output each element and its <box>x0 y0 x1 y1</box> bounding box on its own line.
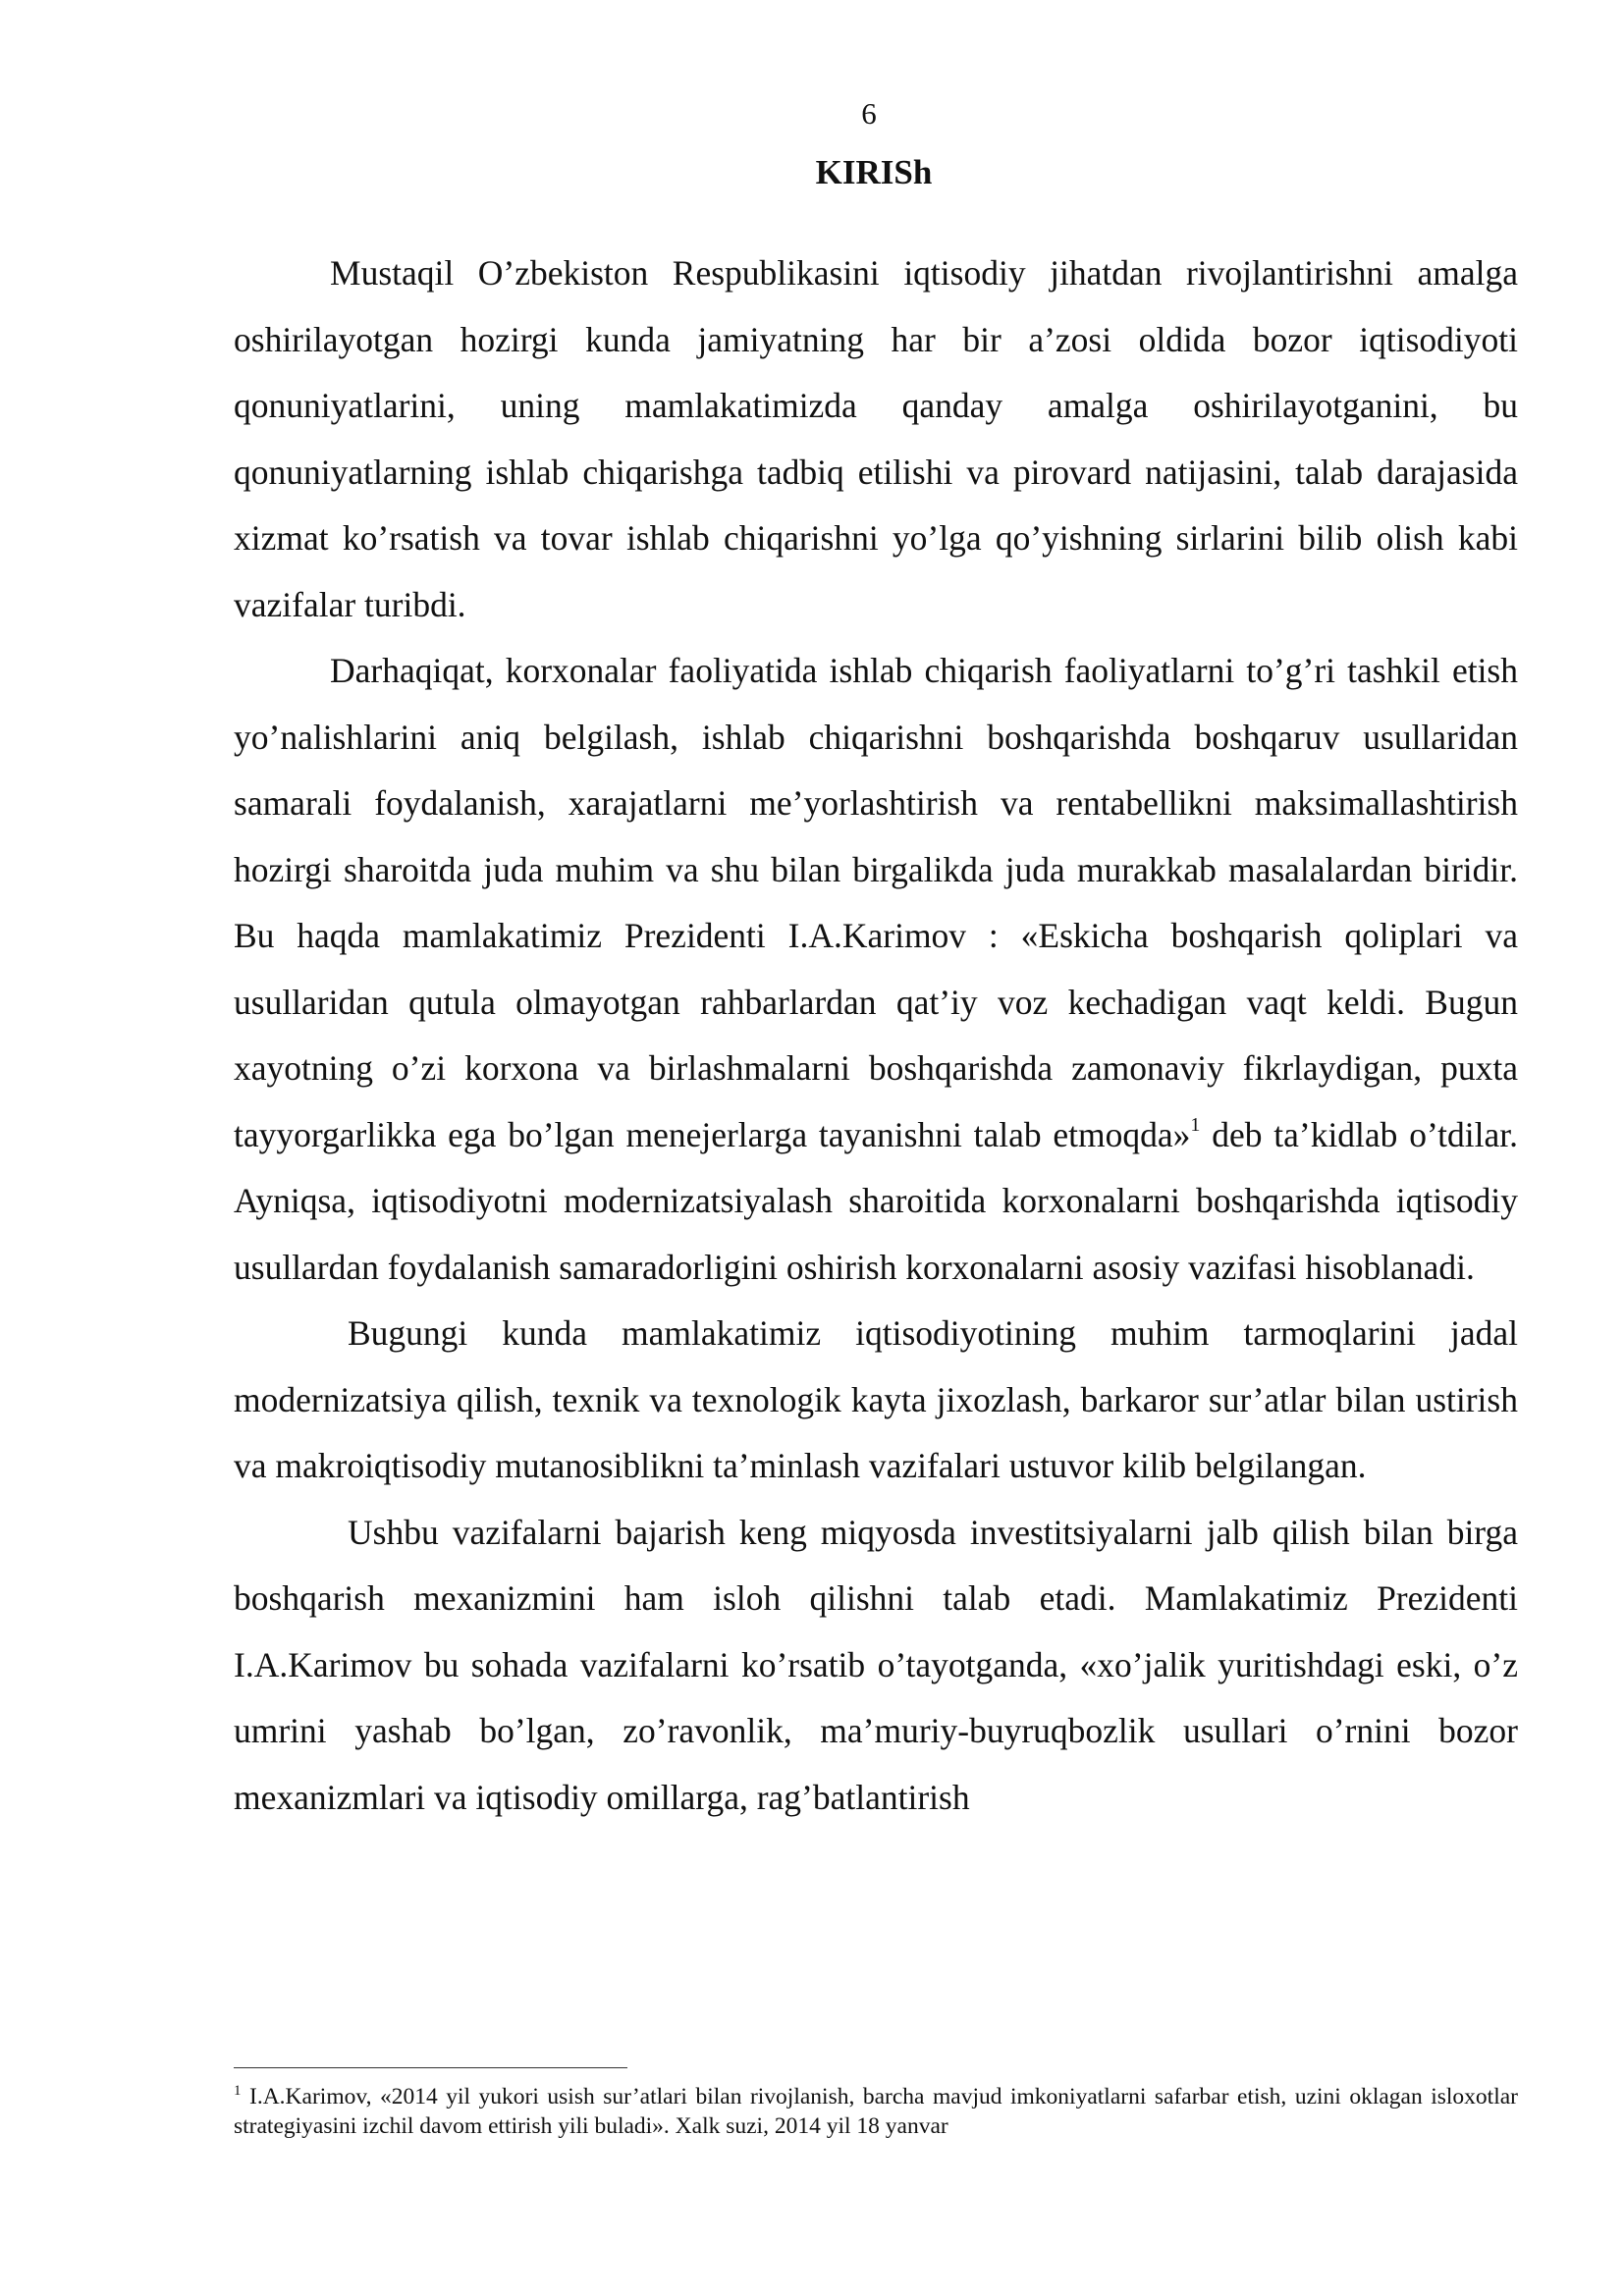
paragraph-darhaqiqat <box>234 638 1518 1301</box>
paragraph-intro: Mustaqil O’zbekiston Respublikasini iqtisodiy jihatdan rivojlantirishni amalga oshirilayotgan hozirgi kunda jamiyatning har bir a’zosi oldida bozor iqtisodiyoti qonuniyatlarini, uning mamlakatimizda qanday amalga oshirilayotganini, bu qonuniyatlarning ishlab chiqarishga tadbiq etilishi va pirovard natijasini, talab darajasida xizmat ko’rsatish va tovar ishlab chiqarishni yo’lga qo’yishning sirlarini bilib olish kabi vazifalar turibdi. <box>234 253 1518 624</box>
footnote-marker: 1 <box>234 2083 242 2099</box>
paragraph-text: Darhaqiqat, korxonalar faoliyatida ishlab chiqarish faoliyatlarni to’g’ri tashkil etish yo’nalishlarini aniq belgilash, ishlab chiqarishni boshqarishda boshqaruv usullaridan samarali foydalanish, xarajatlarni me’yorlashtirish va rentabellikni maksimallashtirish hozirgi sharoitda juda muhim va shu bilan birgalikda juda murakkab masalalardan biridir. Bu haqda mamlakatimiz Prezidenti I.A.Karimov : «Eskicha boshqarish qoliplari va usullaridan qutula olmayotgan rahbarlardan qat’iy voz kechadigan vaqt keldi. Bugun xayotning o’zi korxona va birlashmalarni boshqarishda zamonaviy fikrlaydigan, puxta tayyorgarlikka ega bo’lgan menejerlarga tayanishni talab etmoqda» <box>234 651 1518 1154</box>
footnote <box>234 2082 1518 2141</box>
paragraph-text: deb ta’kidlab o’tdilar. Ayniqsa, iqtisodiyotni modernizatsiyalash sharoitida korxonalarni boshqarishda iqtisodiy usullardan foydalanish samaradorligini oshirish korxonalarni asosiy vazifasi hisoblanadi. <box>234 1114 1518 1287</box>
footnote-reference: 1 <box>1190 1113 1201 1136</box>
footnote-text: I.A.Karimov, «2014 yil yukori usish sur’atlari bilan rivojlanish, barcha mavjud imkoniyatlarni safarbar etish, uzini oklagan isloxotlar strategiyasini izchil davom ettirish yili buladi». Xalk suzi, 2014 yil 18 yanvar <box>234 2084 1518 2139</box>
footnote-separator <box>234 2067 627 2068</box>
page-title: KIRISh <box>815 153 933 191</box>
paragraph-ushbu: Ushbu vazifalarni bajarish keng miqyosda investitsiyalarni jalb qilish bilan birga boshqarish mexanizmini ham isloh qilishni talab etadi. Mamlakatimiz Prezidenti I.A.Karimov bu sohada vazifalarni ko’rsatib o’tayotganda, «xo’jalik yuritishdagi eski, o’z umrini yashab bo’lgan, zo’ravonlik, ma’muriy-buyruqbozlik usullari o’rnini bozor mexanizmlari va iqtisodiy omillarga, rag’batlantirish <box>234 1512 1518 1817</box>
document-body <box>234 240 1518 1831</box>
page-number: 6 <box>861 96 877 131</box>
paragraph-bugungi: Bugungi kunda mamlakatimiz iqtisodiyotining muhim tarmoqlarini jadal modernizatsiya qilish, texnik va texnologik kayta jixozlash, barkaror sur’atlar bilan ustirish va makroiqtisodiy mutanosiblikni ta’minlash vazifalari ustuvor kilib belgilangan. <box>234 1313 1518 1485</box>
